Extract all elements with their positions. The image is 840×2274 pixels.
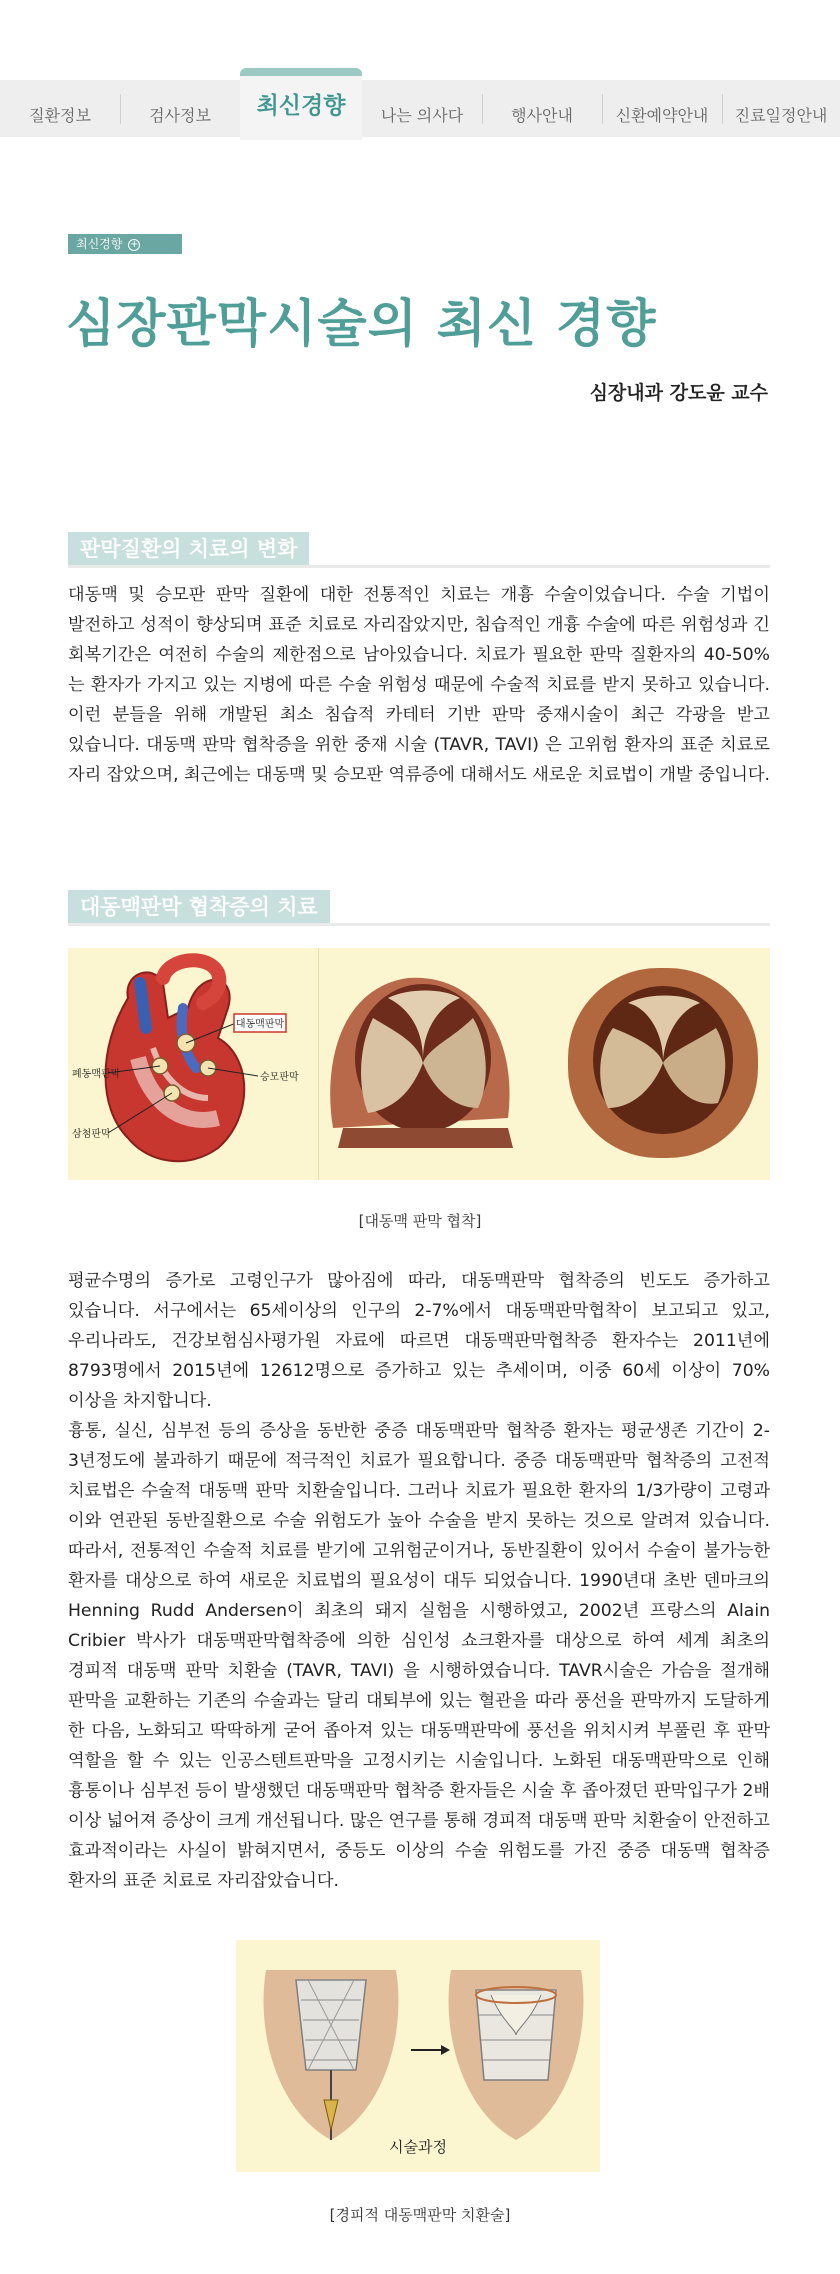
heart-illustration: [106, 960, 287, 1161]
section-heading-label: 판막질환의 치료의 변화: [68, 532, 309, 566]
section-rule: [68, 565, 770, 568]
figure1-caption: [대동맥 판막 협착]: [358, 1212, 482, 1230]
figure-aortic-valve-stenosis-illustration: [68, 948, 770, 1180]
nav-item-events[interactable]: 행사안내: [511, 106, 573, 125]
article-author: 심장내과 강도윤 교수: [589, 382, 768, 404]
category-badge-label: 최신경향: [76, 237, 123, 251]
nav-item-clinic-schedule[interactable]: 진료일정안내: [734, 106, 828, 125]
tavr-before-illustration: [264, 1970, 399, 2140]
label-mitral-valve: 승모판막: [260, 1072, 299, 1083]
nav-bar: [0, 80, 840, 137]
nav-item-disease-info[interactable]: 질환정보: [29, 106, 91, 125]
section-heading-treatment-change: [68, 532, 770, 566]
figure-aortic-valve-stenosis: [68, 948, 770, 1180]
section2-paragraph-1: 평균수명의 증가로 고령인구가 많아짐에 따라, 대동맥판막 협착증의 빈도도 증가하고 있습니다. 서구에서는 65세이상의 인구의 2-7%에서 대동맥판막협착이 보고되고 있고, 우리나라도, 건강보험심사평가원 자료에 따르면 대동맥판막협착증 환자수는 2011년에 8793명에서 2015년에 12612명으로 증가하고 있는 추세이며, 이중 60세 이상이 70%이상을 차지합니다.: [68, 1271, 770, 1411]
stenotic-valve-photo-2: [568, 968, 758, 1158]
figure2-caption: [경피적 대동맥판막 치환술]: [329, 2206, 511, 2224]
article-title: 심장판막시술의 최신 경향: [66, 295, 657, 354]
tavr-after-illustration: [449, 1970, 584, 2140]
section-rule: [68, 923, 770, 926]
section2-paragraph-2: 흉통, 실신, 심부전 등의 증상을 동반한 중증 대동맥판막 협착증 환자는 평균생존 기간이 2-3년정도에 불과하기 때문에 적극적인 치료가 필요합니다. 중증 대동맥판막 협착증의 고전적 치료법은 수술적 대동맥 판막 치환술입니다. 그러나 치료가 필요한 환자의 1/3가량이 고령과 이와 연관된 동반질환으로 수술 위험도가 높아 수술을 받지 못하는 것으로 알려져 있습니다. 따라서, 전통적인 수술적 치료를 받기에 고위험군이거나, 동반질환이 있어서 수술이 불가능한 환자를 대상으로 하여 새로운 치료법의 필요성이 대두 되었습니다. 1990년대 초반 덴마크의 Henning Rudd Andersen이 최초의 돼지 실험을 시행하였고, 2002년 프랑스의 Alain Cribier 박사가 대동맥판막협착증에 의한 심인성 쇼크환자를 대상으로 하여 세계 최초의 경피적 대동맥 판막 치환술 (TAVR, TAVI) 을 시행하였습니다. TAVR시술은 가슴을 절개해 판막을 교환하는 기존의 수술과는 달리 대퇴부에 있는 혈관을 따라 풍선을 판막까지 도달하게 한 다음, 노화되고 딱딱하게 굳어 좁아져 있는 대동맥판막에 풍선을 위치시켜 부풀린 후 판막 역할을 할 수 있는 인공스텐트판막을 고정시키는 시술입니다. 노화된 대동맥판막으로 인해 흉통이나 심부전 등이 발생했던 대동맥판막 협착증 환자들은 시술 후 좁아졌던 판막입구가 2배 이상 넓어져 증상이 크게 개선됩니다. 많은 연구를 통해 경피적 대동맥 판막 치환술이 안전하고 효과적이라는 사실이 밝혀지면서, 중등도 이상의 수술 위험도를 가진 중증 대동맥 협착증 환자의 표준 치료로 자리잡았습니다.: [68, 1421, 770, 1891]
plus-circle-icon: +: [130, 238, 139, 250]
nav-item-new-patient-booking[interactable]: 신환예약안내: [615, 106, 709, 125]
nav-item-exam-info[interactable]: 검사정보: [149, 106, 211, 125]
figure-tavr-procedure: [236, 1940, 600, 2172]
top-navigation: [0, 0, 840, 150]
label-pulmonary-valve: 폐동맥판막: [72, 1069, 121, 1080]
section-heading-label: 대동맥판막 협착증의 치료: [68, 890, 330, 924]
label-tricuspid-valve: 삼첨판막: [72, 1129, 111, 1140]
section-heading-aortic-stenosis: [68, 890, 770, 924]
nav-item-i-am-doctor[interactable]: 나는 의사다: [380, 106, 464, 125]
label-aortic-valve: 대동맥판막: [235, 1019, 285, 1030]
section1-paragraph: 대동맥 및 승모판 판막 질환에 대한 전통적인 치료는 개흉 수술이었습니다. 수술 기법이 발전하고 성적이 향상되며 표준 치료로 자리잡았지만, 침습적인 개흉 수술에 따른 위험성과 긴 회복기간은 여전히 수술의 제한점으로 남아있습니다. 치료가 필요한 판막 질환자의 40-50% 는 환자가 가지고 있는 지병에 따른 수술 위험성 때문에 수술적 치료를 받지 못하고 있습니다. 이런 분들을 위해 개발된 최소 침습적 카테터 기반 판막 중재시술이 최근 각광을 받고 있습니다. 대동맥 판막 협착증을 위한 중재 시술 (TAVR, TAVI) 은 고위험 환자의 표준 치료로 자리 잡았으며, 최근에는 대동맥 및 승모판 역류증에 대해서도 새로운 치료법이 개발 중입니다.: [68, 585, 770, 785]
category-badge: [68, 234, 182, 254]
nav-item-latest-trends[interactable]: 최신경향: [240, 68, 362, 140]
stenotic-valve-photo-1: [318, 948, 513, 1180]
figure2-label: 시술과정: [389, 2138, 447, 2156]
